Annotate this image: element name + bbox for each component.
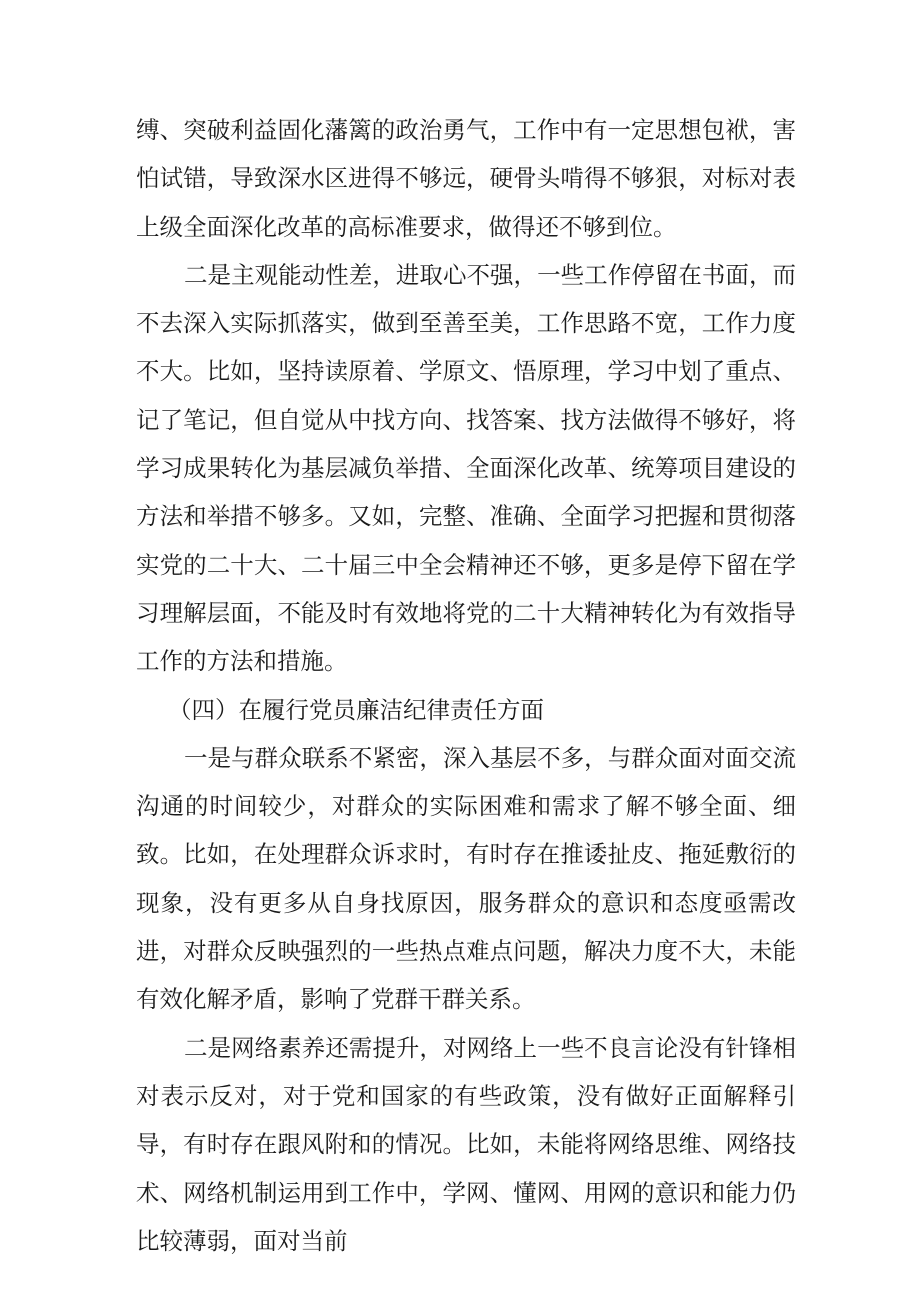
- section-heading: （四）在履行党员廉洁纪律责任方面: [168, 695, 544, 724]
- paragraph-network: 二是网络素养还需提升，对网络上一些不良言论没有针锋相对表示反对，对于党和国家的有些政策，没有做好正面解释引导，有时存在跟风附和的情况。比如，未能将网络思维、网络技术、网络机制运用到工作中，学网、懂网、用网的意识和能力仍比较薄弱，面对当前: [136, 1033, 796, 1255]
- paragraph-continuation: 缚、突破利益固化藩篱的政治勇气，工作中有一定思想包袱，害怕试错，导致深水区进得不够远，硬骨头啃得不够狠，对标对表上级全面深化改革的高标准要求，做得还不够到位。: [136, 116, 796, 241]
- paragraph-initiative: 二是主观能动性差，进取心不强，一些工作停留在书面，而不去深入实际抓落实，做到至善至美，工作思路不宽，工作力度不大。比如，坚持读原着、学原文、悟原理，学习中划了重点、记了笔记，但自觉从中找方向、找答案、找方法做得不够好，将学习成果转化为基层减负举措、全面深化改革、统筹项目建设的方法和举措不够多。又如，完整、准确、全面学习把握和贯彻落实党的二十大、二十届三中全会精神还不够，更多是停下留在学习理解层面，不能及时有效地将党的二十大精神转化为有效指导工作的方法和措施。: [136, 260, 796, 676]
- paragraph-masses: 一是与群众联系不紧密，深入基层不多，与群众面对面交流沟通的时间较少，对群众的实际困难和需求了解不够全面、细致。比如，在处理群众诉求时，有时存在推诿扯皮、拖延敷衍的现象，没有更多从自身找原因，服务群众的意识和态度亟需改进，对群众反映强烈的一些热点难点问题，解决力度不大，未能有效化解矛盾，影响了党群干群关系。: [136, 743, 796, 1014]
- document-body: [136, 106, 796, 1265]
